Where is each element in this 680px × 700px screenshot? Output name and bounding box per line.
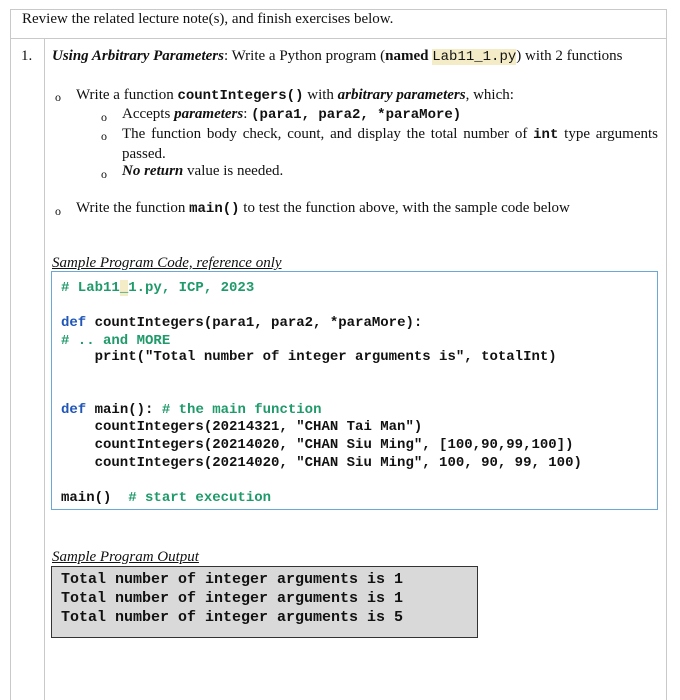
code-line-def bbox=[61, 315, 422, 331]
sub2-a: The function body check, count, and display the total number of bbox=[122, 126, 528, 142]
code-comment1-b: 1.py, ICP, 2023 bbox=[128, 280, 255, 296]
sub1-colon: : bbox=[243, 106, 248, 122]
code-line-comment2: # .. and MORE bbox=[61, 333, 171, 349]
code-main-def: main(): bbox=[86, 402, 162, 418]
bullet-sub1: o bbox=[101, 110, 107, 124]
question-number: 1. bbox=[21, 48, 33, 64]
question-text-b: ) with 2 functions bbox=[516, 48, 623, 64]
task1-tail: , which: bbox=[465, 87, 514, 103]
code-line-call2: countIntegers(20214020, "CHAN Siu Ming", [100,90,99,100]) bbox=[61, 437, 574, 453]
sub3-emph: No return bbox=[122, 163, 184, 179]
code-main-call: main() bbox=[61, 490, 120, 506]
filename-highlight: Lab11_1.py bbox=[432, 49, 517, 65]
task2-tail: to test the function above, with the sample code below bbox=[243, 200, 570, 216]
question-title: Using Arbitrary Parameters bbox=[52, 48, 224, 64]
task2-func: main() bbox=[189, 201, 240, 217]
sub1-code: (para1, para2, *paraMore) bbox=[251, 107, 462, 123]
code-comment1-hl: _ bbox=[119, 280, 129, 296]
sample-code-caption: Sample Program Code, reference only bbox=[52, 255, 282, 271]
task1-mid: with bbox=[307, 87, 334, 103]
table-left-border bbox=[10, 9, 11, 700]
sub3-line bbox=[122, 163, 283, 180]
bullet-sub3: o bbox=[101, 167, 107, 181]
sub3-tail: value is needed. bbox=[187, 163, 284, 179]
sub1-lead: Accepts bbox=[122, 106, 171, 122]
task1-emph: arbitrary parameters bbox=[337, 87, 466, 103]
bullet-task2: o bbox=[55, 204, 61, 218]
bullet-task1: o bbox=[55, 90, 61, 104]
sub2-text bbox=[122, 125, 658, 164]
output-line: Total number of integer arguments is 1 bbox=[61, 590, 404, 607]
task1-lead: Write a function bbox=[76, 87, 174, 103]
task1-line bbox=[76, 87, 514, 104]
table-column-divider bbox=[44, 38, 45, 700]
sub2-b: type arguments passed. bbox=[122, 126, 658, 162]
code-def-kw: def bbox=[61, 315, 87, 331]
question-text-a: : Write a Python program ( bbox=[223, 48, 386, 64]
code-def-sig: countIntegers(para1, para2, *paraMore): bbox=[86, 315, 423, 331]
intro-text: Review the related lecture note(s), and finish exercises below. bbox=[22, 11, 394, 27]
code-line-main-def bbox=[61, 402, 321, 418]
task2-lead: Write the function bbox=[76, 200, 186, 216]
task1-func: countIntegers() bbox=[177, 88, 304, 104]
output-line: Total number of integer arguments is 5 bbox=[61, 609, 404, 626]
table-top-border bbox=[10, 9, 667, 10]
code-main-def-kw: def bbox=[61, 402, 87, 418]
question-named: named bbox=[385, 48, 429, 64]
code-line-call1: countIntegers(20214321, "CHAN Tai Man") bbox=[61, 419, 423, 435]
sub1-emph: parameters bbox=[174, 106, 244, 122]
code-comment1-a: # Lab11 bbox=[61, 280, 120, 296]
output-line: Total number of integer arguments is 1 bbox=[61, 571, 404, 588]
task2-line bbox=[76, 200, 570, 217]
table-right-border bbox=[666, 9, 667, 700]
code-main-comment: # the main function bbox=[161, 402, 322, 418]
bullet-sub2: o bbox=[101, 129, 107, 143]
sample-code-box bbox=[51, 271, 658, 510]
code-line-call3: countIntegers(20214020, "CHAN Siu Ming", 100, 90, 99, 100) bbox=[61, 455, 582, 471]
sub1-line bbox=[122, 106, 461, 123]
code-line-main-call bbox=[61, 490, 271, 506]
code-line-1 bbox=[61, 280, 254, 296]
sample-output-box bbox=[51, 566, 478, 638]
code-line-print: print("Total number of integer arguments is", totalInt) bbox=[61, 349, 557, 365]
table-row-divider bbox=[10, 38, 667, 39]
sample-output-caption: Sample Program Output bbox=[52, 549, 199, 565]
sub2-code: int bbox=[533, 127, 559, 143]
question-text bbox=[52, 48, 623, 65]
code-main-call-comment: # start execution bbox=[119, 490, 272, 506]
